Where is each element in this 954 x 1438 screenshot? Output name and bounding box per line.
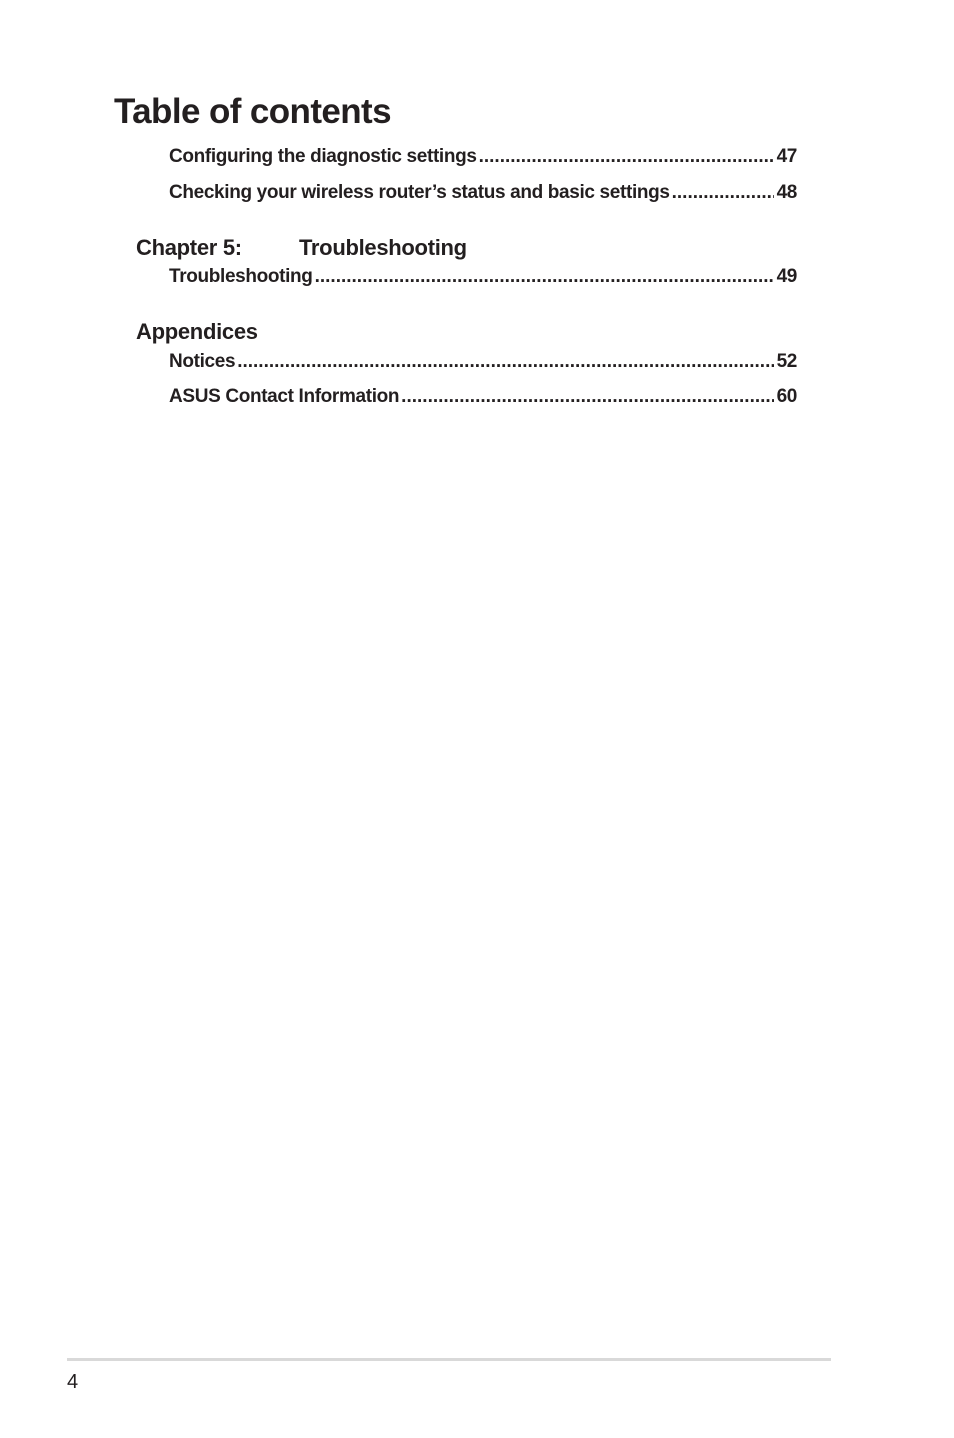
- toc-entry-troubleshooting[interactable]: [169, 265, 797, 289]
- toc-entry-page: 49: [776, 266, 797, 287]
- toc-entry-page: 60: [776, 386, 797, 407]
- appendices-heading: Appendices: [136, 319, 258, 344]
- toc-entry-page: 48: [776, 182, 797, 203]
- page-title: Table of contents: [114, 92, 391, 131]
- dot-leader: [479, 145, 774, 169]
- toc-entry-diagnostic-settings[interactable]: [169, 145, 797, 169]
- toc-entry-label: Troubleshooting: [169, 266, 313, 287]
- toc-entry-label: Checking your wireless router’s status and basic settings: [169, 182, 670, 203]
- toc-entry-label: ASUS Contact Information: [169, 386, 400, 407]
- toc-entry-router-status[interactable]: [169, 181, 797, 205]
- toc-entry-label: Notices: [169, 351, 236, 372]
- chapter-number: Chapter 5:: [136, 235, 242, 260]
- toc-entry-asus-contact[interactable]: [169, 385, 797, 409]
- toc-entry-page: 52: [776, 351, 797, 372]
- toc-entry-page: 47: [776, 146, 797, 167]
- chapter-title: Troubleshooting: [299, 235, 467, 260]
- page-number: 4: [67, 1371, 79, 1393]
- dot-leader: [237, 350, 773, 374]
- toc-entry-notices[interactable]: [169, 350, 797, 374]
- toc-entry-label: Configuring the diagnostic settings: [169, 146, 477, 167]
- chapter-5-heading: [136, 234, 467, 262]
- dot-leader: [672, 181, 774, 205]
- dot-leader: [315, 265, 774, 289]
- footer-divider: [67, 1358, 831, 1361]
- dot-leader: [401, 385, 773, 409]
